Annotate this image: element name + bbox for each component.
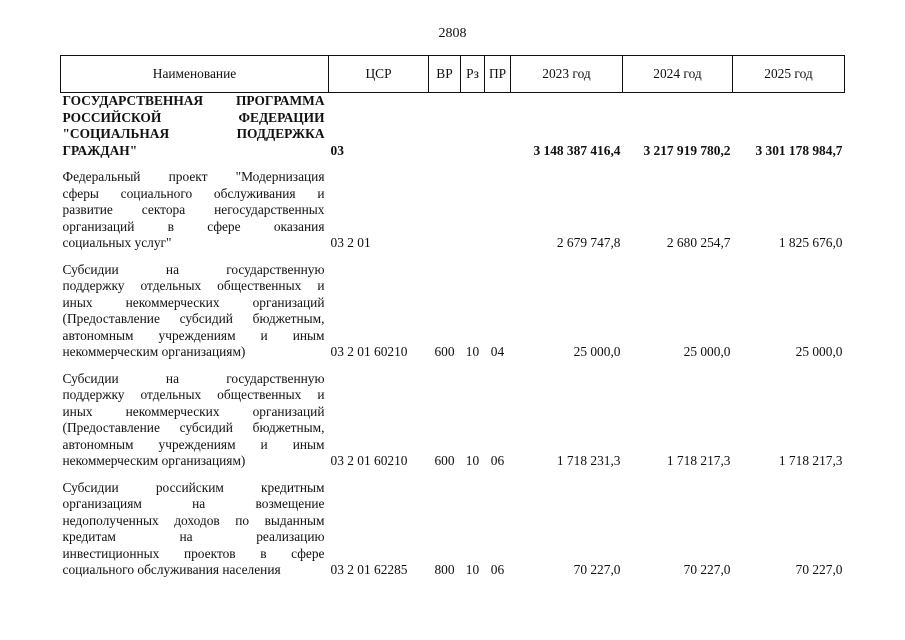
row-vr: 800 [434, 562, 455, 577]
row-name [61, 258, 329, 367]
row-2025: 3 301 178 984,7 [755, 142, 843, 158]
row-2024: 70 227,0 [683, 562, 731, 577]
row-name-line: недополученных доходов по выданным [62, 512, 325, 528]
row-csr: 03 2 01 60210 [330, 453, 408, 468]
row-pr: 04 [490, 344, 505, 359]
row-2025: 1 825 676,0 [778, 235, 843, 250]
row-2023: 70 227,0 [573, 562, 621, 577]
budget-table [60, 55, 845, 585]
row-2024: 1 718 217,3 [666, 453, 731, 468]
row-2023: 2 679 747,8 [556, 235, 621, 250]
row-name-line: Субсидии российским кредитным [62, 479, 325, 495]
row-name-line: иных некоммерческих организаций [62, 403, 325, 419]
row-pr: 06 [490, 562, 505, 577]
row-name-line: ГОСУДАРСТВЕННАЯ ПРОГРАММА [62, 93, 325, 108]
header-2023: 2023 год [511, 56, 623, 93]
row-csr: 03 2 01 60210 [330, 344, 408, 359]
row-name-line: кредитам на реализацию [62, 529, 325, 544]
row-rz [461, 165, 485, 258]
row-pr [485, 165, 511, 258]
row-2025: 25 000,0 [795, 344, 843, 359]
row-name-line: поддержку отдельных общественных и [62, 387, 325, 402]
row-name-line: автономным учреждениям и иным [62, 327, 325, 343]
row-2024: 25 000,0 [683, 344, 731, 359]
table-row [61, 476, 845, 585]
row-name-line: Субсидии на государственную [62, 370, 325, 386]
table-row [61, 93, 845, 166]
row-2023: 3 148 387 416,4 [533, 142, 621, 158]
header-2024: 2024 год [623, 56, 733, 93]
row-name [61, 367, 329, 476]
row-name-line: некоммерческим организациям) [62, 453, 246, 468]
row-name [61, 165, 329, 258]
row-2025: 1 718 217,3 [778, 453, 843, 468]
row-2025: 70 227,0 [795, 562, 843, 577]
page-number: 2808 [438, 26, 467, 41]
row-2023: 25 000,0 [573, 344, 621, 359]
row-pr [485, 93, 511, 166]
row-name-line: иных некоммерческих организаций [62, 294, 325, 310]
header-vr: ВР [429, 56, 461, 93]
row-2023: 1 718 231,3 [556, 453, 621, 468]
table-row [61, 165, 845, 258]
row-name-line: организациям на возмещение [62, 496, 325, 511]
row-name-line: ГРАЖДАН" [62, 142, 138, 158]
row-name-line: сферы социального обслуживания и [62, 185, 325, 201]
row-name-line: поддержку отдельных общественных и [62, 278, 325, 293]
row-name-line: "СОЦИАЛЬНАЯ ПОДДЕРЖКА [62, 126, 325, 141]
row-name-line: социального обслуживания населения [62, 562, 281, 577]
row-rz: 10 [465, 562, 480, 577]
row-rz: 10 [465, 344, 480, 359]
row-name [61, 93, 329, 166]
table-header [61, 56, 845, 93]
row-rz [461, 93, 485, 166]
row-name [61, 476, 329, 585]
header-name: Наименование [61, 56, 329, 93]
row-csr: 03 2 01 [330, 235, 371, 250]
header-pr: ПР [485, 56, 511, 93]
row-vr [429, 165, 461, 258]
row-name-line: (Предоставление субсидий бюджетным, [62, 311, 325, 326]
row-2024: 2 680 254,7 [666, 235, 731, 250]
row-name-line: социальных услуг" [62, 235, 172, 250]
table-row [61, 258, 845, 367]
table-row [61, 367, 845, 476]
row-csr: 03 [330, 142, 344, 158]
row-name-line: РОССИЙСКОЙ ФЕДЕРАЦИИ [62, 109, 325, 125]
row-name-line: некоммерческим организациям) [62, 344, 246, 359]
row-name-line: (Предоставление субсидий бюджетным, [62, 420, 325, 435]
row-vr: 600 [434, 344, 455, 359]
row-vr [429, 93, 461, 166]
row-name-line: развитие сектора негосударственных [62, 202, 325, 217]
row-name-line: инвестиционных проектов в сфере [62, 545, 325, 561]
row-2024: 3 217 919 780,2 [643, 142, 731, 158]
header-2025: 2025 год [733, 56, 845, 93]
header-rz: Рз [461, 56, 485, 93]
row-name-line: Субсидии на государственную [62, 261, 325, 277]
row-name-line: автономным учреждениям и иным [62, 436, 325, 452]
row-csr: 03 2 01 62285 [330, 562, 408, 577]
row-name-line: организаций в сфере оказания [62, 218, 325, 234]
row-name-line: Федеральный проект "Модернизация [62, 169, 325, 184]
row-pr: 06 [490, 453, 505, 468]
row-vr: 600 [434, 453, 455, 468]
row-rz: 10 [465, 453, 480, 468]
header-csr: ЦСР [329, 56, 429, 93]
